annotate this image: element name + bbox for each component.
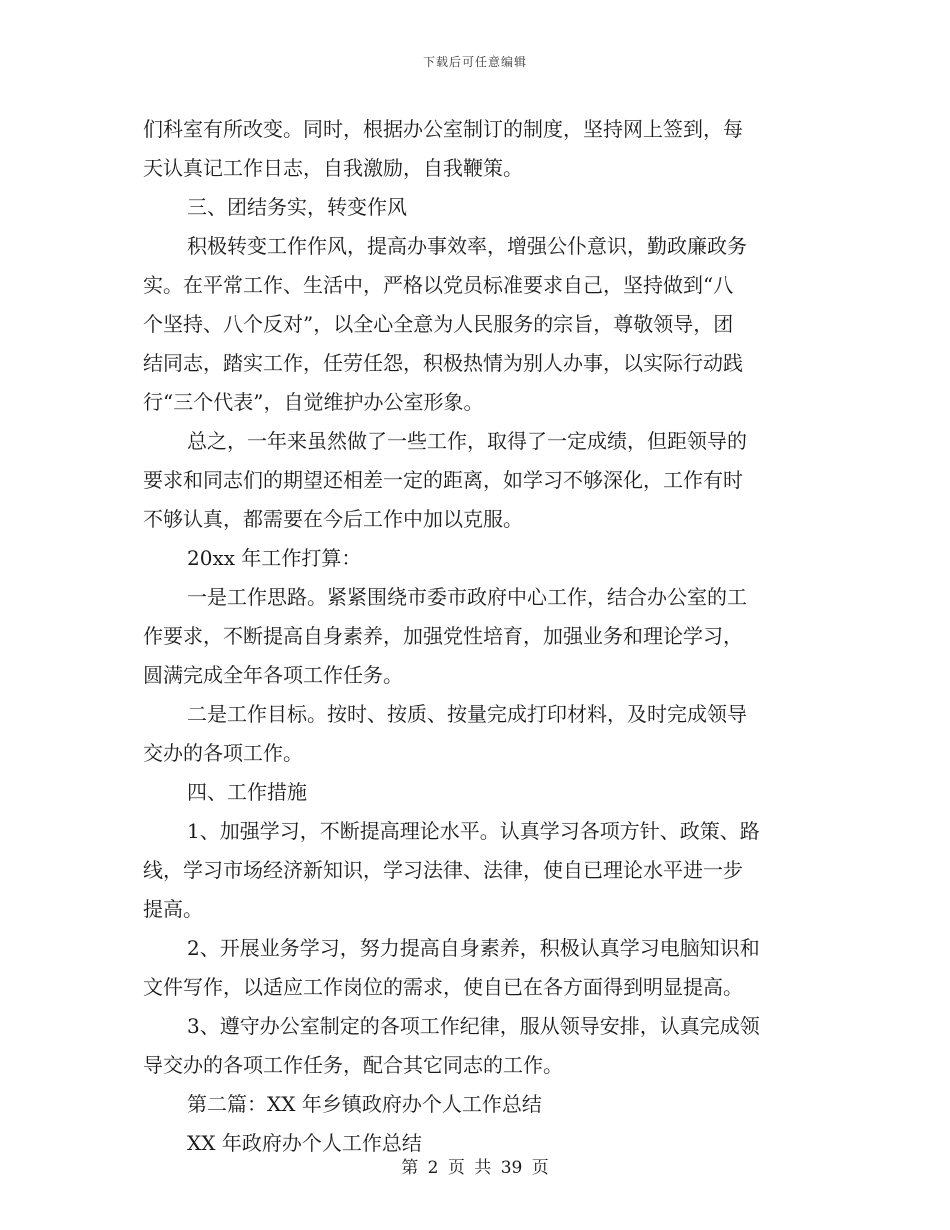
- paragraph-line: 圆满完成全年各项工作任务。: [143, 663, 403, 687]
- paragraph-line: 实。在平常工作、生活中，严格以党员标准要求自己，坚持做到“八: [143, 273, 734, 297]
- paragraph-line: 作要求，不断提高自身素养，加强党性培育，加强业务和理论学习，: [143, 624, 743, 648]
- paragraph-line: 导交办的各项工作任务，配合其它同志的工作。: [143, 1053, 563, 1077]
- paragraph-line: 文件写作，以适应工作岗位的需求，使自已在各方面得到明显提高。: [143, 975, 743, 999]
- paragraph-line: 交办的各项工作。: [143, 741, 303, 765]
- paragraph-line: 提高。: [143, 897, 203, 921]
- section-heading: 20xx 年工作打算：: [187, 546, 362, 570]
- paragraph-line: 3、遵守办公室制定的各项工作纪律，服从领导安排，认真完成领: [187, 1014, 760, 1038]
- paragraph-line: 结同志，踏实工作，任劳任怨，积极热情为别人办事，以实际行动践: [143, 351, 743, 375]
- page-number: 第 2 页 共 39 页: [401, 1158, 549, 1178]
- document-body: [143, 110, 808, 1163]
- paragraph-line: 总之，一年来虽然做了一些工作，取得了一定成绩，但距领导的: [187, 429, 747, 453]
- paragraph-line: 一是工作思路。紧紧围绕市委市政府中心工作，结合办公室的工: [187, 585, 747, 609]
- paragraph-line: 天认真记工作日志，自我激励，自我鞭策。: [143, 156, 523, 180]
- paragraph-line: 行“三个代表”，自觉维护办公室形象。: [143, 390, 484, 414]
- paragraph-line: 个坚持、八个反对”，以全心全意为人民服务的宗旨，尊敬领导，团: [143, 312, 734, 336]
- paragraph-line: 1、加强学习，不断提高理论水平。认真学习各项方针、政策、路: [187, 819, 760, 843]
- section-heading: 三、团结务实，转变作风: [187, 195, 407, 219]
- section-heading: 四、工作措施: [187, 780, 307, 804]
- paragraph-line: 们科室有所改变。同时，根据办公室制订的制度，坚持网上签到，每: [143, 117, 743, 141]
- section-heading: 第二篇：XX 年乡镇政府办个人工作总结: [187, 1092, 542, 1116]
- paragraph-line: 不够认真，都需要在今后工作中加以克服。: [143, 507, 523, 531]
- paragraph-line: 线，学习市场经济新知识，学习法律、法律，使自已理论水平进一步: [143, 858, 743, 882]
- download-note: 下载后可任意编辑: [422, 55, 527, 69]
- section-heading: XX 年政府办个人工作总结: [187, 1131, 422, 1155]
- paragraph-line: 二是工作目标。按时、按质、按量完成打印材料，及时完成领导: [187, 702, 747, 726]
- paragraph-line: 2、开展业务学习，努力提高自身素养，积极认真学习电脑知识和: [187, 936, 760, 960]
- paragraph-line: 要求和同志们的期望还相差一定的距离，如学习不够深化，工作有时: [143, 468, 743, 492]
- paragraph-line: 积极转变工作作风，提高办事效率，增强公仆意识，勤政廉政务: [187, 234, 747, 258]
